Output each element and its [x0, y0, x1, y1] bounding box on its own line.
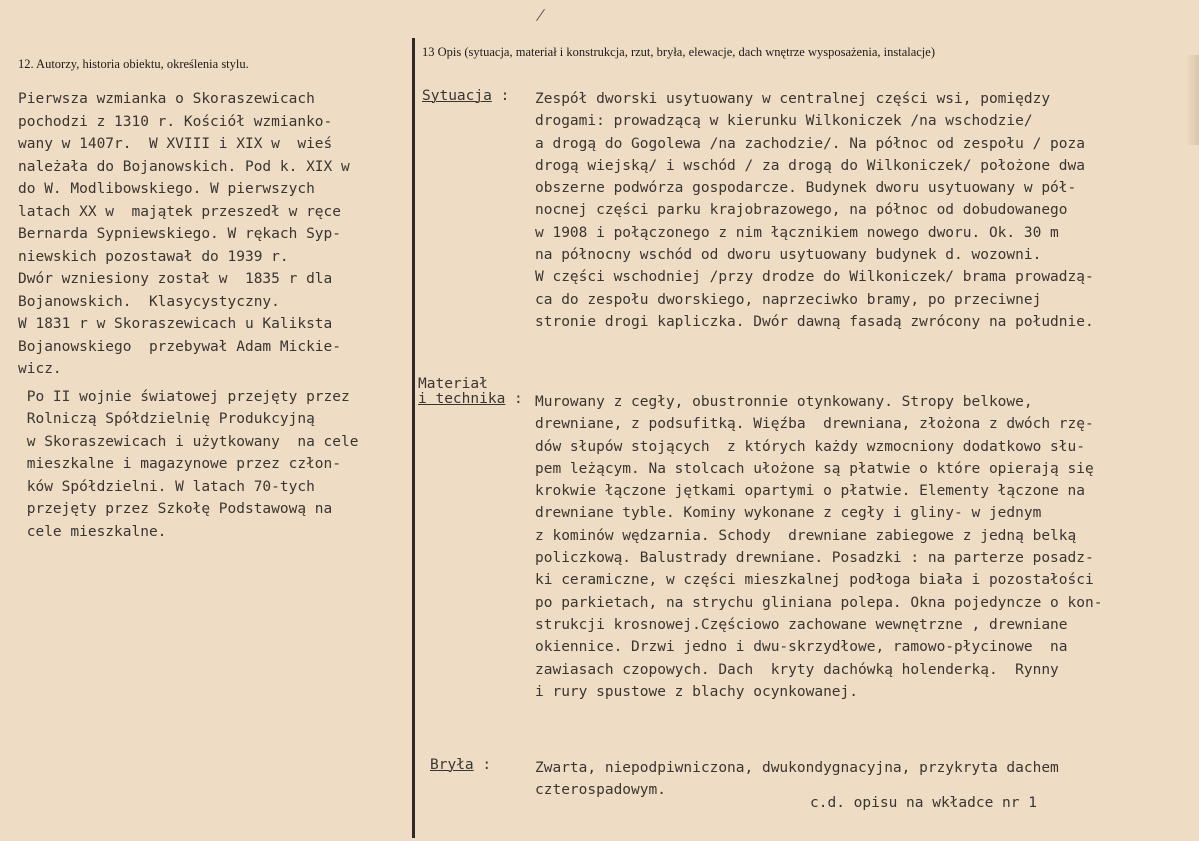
text-line: latach XX w majątek przeszedł w ręce [18, 203, 342, 220]
section-label-sytuacja: Sytuacja : [422, 88, 510, 104]
text-line: okiennice. Drzwi jedno i dwu-skrzydłowe, ramowo-płycinowe na [535, 639, 1068, 656]
text-line: obszerne podwórza gospodarcze. Budynek dworu usytuowany w pół- [535, 180, 1077, 197]
pen-mark [536, 9, 545, 21]
text-line: W 1831 r w Skoraszewicach u Kaliksta [18, 316, 333, 332]
text-line: w 1908 i połączonego z nim łącznikiem nowego dworu. Ok. 30 m [535, 224, 1059, 241]
text-line: po parkietach, na strychu gliniana polepa. Okna pojedyncze o kon- [535, 594, 1103, 611]
text-line: drewniane tyble. Kominy wykonane z cegły i gliny- w jednym [535, 505, 1042, 522]
continuation-note: c.d. opisu na wkładce nr 1 [810, 795, 1037, 811]
text-line: przejęty przez Szkołę Podstawową na [18, 501, 333, 517]
text-line: w Skoraszewicach i użytkowany na cele [18, 433, 359, 450]
section-label-bryla: Bryła : [430, 757, 492, 773]
page-edge [1186, 55, 1199, 145]
text-line: drogami: prowadzącą w kierunku Wilkoniczek /na wschodzie/ [535, 113, 1033, 130]
text-line: Rolniczą Spółdzielnię Produkcyjną [18, 411, 315, 427]
text-line: wany w 1407r. W XVIII i XIX w wieś [18, 136, 333, 152]
text-line: drogą wiejską/ i wschód / za drogą do Wilkoniczek/ położone dwa [535, 157, 1085, 174]
text-line: nocnej części parku krajobrazowego, na północ od dobudowanego [535, 202, 1068, 219]
text-line: Po II wojnie światowej przejęty przez [18, 388, 350, 405]
text-line: cele mieszkalne. [18, 523, 167, 540]
text-line: do W. Modlibowskiego. W pierwszych [18, 181, 315, 197]
text-line: policzkową. Balustrady drewniane. Posadzki : na parterze posadz- [535, 550, 1094, 567]
text-line: należała do Bojanowskich. Pod k. XIX w [18, 158, 350, 175]
text-line: pem leżącym. Na stolcach ułożone są płatwie o które opierają się [535, 460, 1094, 477]
text-line: i rury spustowe z blachy ocynkowanej. [535, 683, 859, 700]
section-body-sytuacja [535, 88, 1094, 333]
text-line: Bojanowskiego przebywał Adam Mickie- [18, 338, 342, 355]
text-line: a drogą do Gogolewa /na zachodzie/. Na północ od zespołu / poza [535, 135, 1085, 152]
text-line: Pierwsza wzmianka o Skoraszewicach [18, 91, 315, 107]
text-line: ca do zespołu dworskiego, naprzeciwko bramy, po przeciwnej [535, 291, 1042, 308]
text-line: niewskich pozostawał do 1939 r. [18, 248, 289, 265]
text-line: strukcji krosnowej.Częściowo zachowane wewnętrzne , drewniane [535, 616, 1068, 633]
history-text [18, 88, 413, 543]
text-line: Murowany z cegły, obustronnie otynkowany. Stropy belkowe, [535, 394, 1033, 410]
text-line: ków Spółdzielni. W latach 70-tych [18, 478, 315, 495]
text-line: pochodzi z 1310 r. Kościół wzmianko- [18, 113, 333, 130]
text-line: na północny wschód od dworu usytuowany budynek d. wozowni. [535, 247, 1042, 264]
text-line: krokwie łączone jętkami opartymi o płatwie. Elementy łączone na [535, 483, 1085, 500]
text-line: z kominów wędzarnia. Schody drewniane zabiegowe z jedną belką [535, 527, 1077, 544]
text-line: ki ceramiczne, w części mieszkalnej podłoga biała i pozostałości [535, 572, 1094, 589]
section-label-material: i technika : [418, 391, 523, 407]
section-body-material [535, 391, 1102, 703]
text-line: Bojanowskich. Klasycystyczny. [18, 293, 280, 310]
text-line: Zespół dworski usytuowany w centralnej części wsi, pomiędzy [535, 91, 1051, 107]
text-line: stronie drogi kapliczka. Dwór dawną fasadą zwrócony na południe. [535, 313, 1094, 330]
text-line: zawiasach czopowych. Dach kryty dachówką holenderką. Rynny [535, 661, 1059, 678]
text-line: Bernarda Sypniewskiego. W rękach Syp- [18, 226, 342, 242]
text-line: mieszkalne i magazynowe przez człon- [18, 456, 342, 472]
text-line: wicz. [18, 361, 62, 377]
text-line: W części wschodniej /przy drodze do Wilkoniczek/ brama prowadzą- [535, 269, 1094, 286]
right-column-header: 13 Opis (sytuacja, materiał i konstrukcja, rzut, bryła, elewacje, dach wnętrze wysposażenia, instalacje) [422, 45, 935, 59]
text-line: dów słupów stojących z których każdy wzmocniony dodatkowo słu- [535, 438, 1085, 455]
text-line: czterospadowym. [535, 782, 666, 799]
text-line: Zwarta, niepodpiwniczona, dwukondygnacyjna, przykryta dachem [535, 760, 1059, 776]
text-line: drewniane, z podsufitką. Więźba drewniana, złożona z dwóch rzę- [535, 416, 1094, 433]
text-line: Dwór wzniesiony został w 1835 r dla [18, 271, 333, 287]
left-column-header: 12. Autorzy, historia obiektu, określenia stylu. [18, 57, 249, 71]
section-label-material-top: Materiał [418, 376, 488, 392]
